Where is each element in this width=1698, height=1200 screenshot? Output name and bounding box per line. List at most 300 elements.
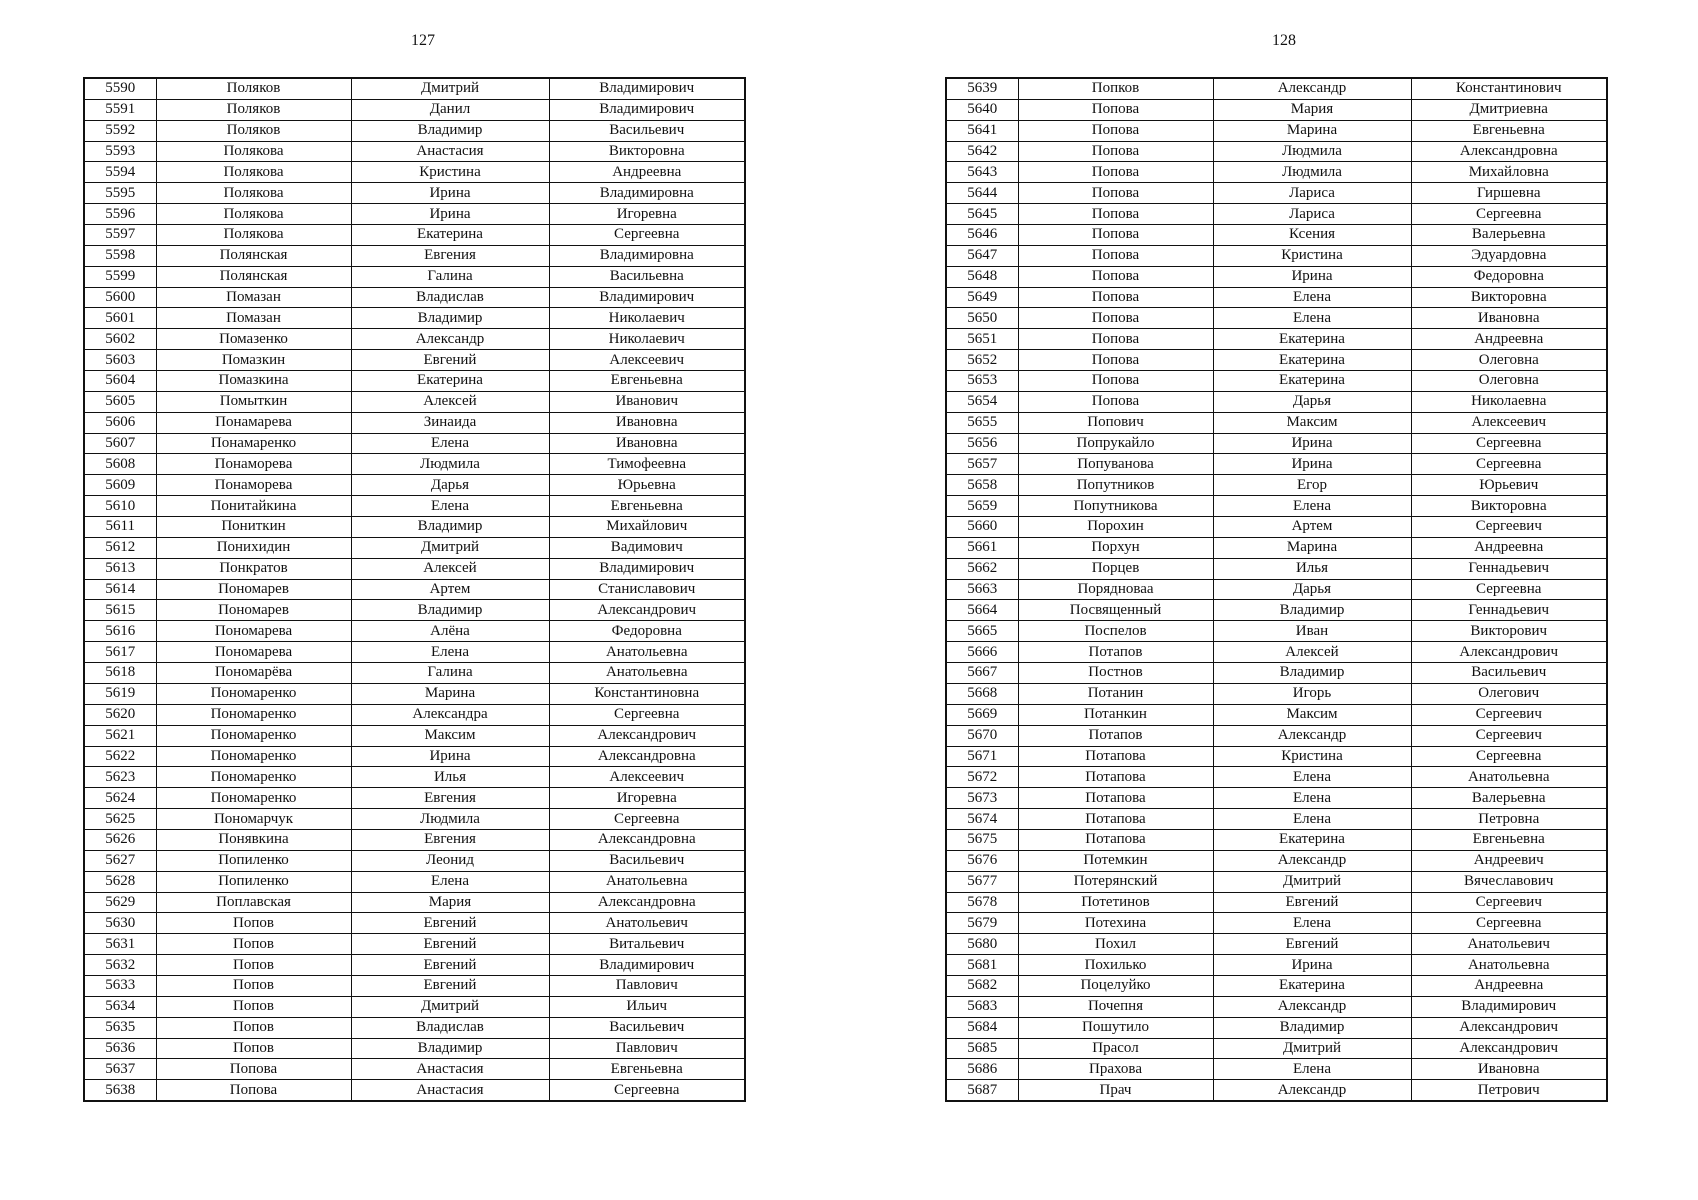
record-number-cell: 5612 [84,537,156,558]
patronymic-cell: Евгеньевна [549,496,745,517]
first-name-cell: Екатерина [351,225,549,246]
surname-cell: Пономарчук [156,809,351,830]
first-name-cell: Илья [1213,558,1411,579]
table-row [84,1017,745,1038]
first-name-cell: Владимир [351,600,549,621]
record-number-cell: 5613 [84,558,156,579]
table-row [946,996,1607,1017]
surname-cell: Попиленко [156,871,351,892]
table-row [84,975,745,996]
patronymic-cell: Геннадьевич [1411,558,1607,579]
patronymic-cell: Олегович [1411,683,1607,704]
patronymic-cell: Сергеевна [549,704,745,725]
first-name-cell: Галина [351,266,549,287]
table-row [84,245,745,266]
surname-cell: Поляков [156,78,351,99]
patronymic-cell: Евгеньевна [549,371,745,392]
table-row [84,704,745,725]
patronymic-cell: Игоревна [549,788,745,809]
table-row [946,683,1607,704]
first-name-cell: Игорь [1213,683,1411,704]
surname-cell: Прач [1018,1080,1213,1101]
first-name-cell: Марина [351,683,549,704]
patronymic-cell: Федоровна [1411,266,1607,287]
surname-cell: Попова [1018,287,1213,308]
first-name-cell: Владимир [351,1038,549,1059]
table-row [84,454,745,475]
patronymic-cell: Владимирович [1411,996,1607,1017]
surname-cell: Полякова [156,183,351,204]
surname-cell: Пономаренко [156,683,351,704]
first-name-cell: Артем [1213,517,1411,538]
patronymic-cell: Васильевич [1411,663,1607,684]
first-name-cell: Елена [1213,1059,1411,1080]
surname-cell: Попов [156,955,351,976]
first-name-cell: Людмила [1213,141,1411,162]
record-number-cell: 5606 [84,412,156,433]
first-name-cell: Марина [1213,537,1411,558]
first-name-cell: Алексей [351,391,549,412]
record-number-cell: 5598 [84,245,156,266]
surname-cell: Порцев [1018,558,1213,579]
table-row [946,162,1607,183]
patronymic-cell: Александрович [1411,642,1607,663]
patronymic-cell: Анатольевич [549,913,745,934]
first-name-cell: Александр [1213,725,1411,746]
surname-cell: Поцелуйко [1018,975,1213,996]
record-number-cell: 5650 [946,308,1018,329]
first-name-cell: Елена [1213,767,1411,788]
first-name-cell: Елена [1213,809,1411,830]
record-number-cell: 5592 [84,120,156,141]
first-name-cell: Александра [351,704,549,725]
record-number-cell: 5644 [946,183,1018,204]
roster-table-left [83,77,746,1102]
surname-cell: Порхун [1018,537,1213,558]
patronymic-cell: Владимировна [549,245,745,266]
table-row [946,204,1607,225]
surname-cell: Попутникова [1018,496,1213,517]
record-number-cell: 5620 [84,704,156,725]
first-name-cell: Лариса [1213,183,1411,204]
first-name-cell: Евгений [1213,892,1411,913]
table-row [946,975,1607,996]
first-name-cell: Евгения [351,829,549,850]
patronymic-cell: Вадимович [549,537,745,558]
patronymic-cell: Дмитриевна [1411,99,1607,120]
record-number-cell: 5628 [84,871,156,892]
table-row [946,809,1607,830]
first-name-cell: Иван [1213,621,1411,642]
patronymic-cell: Сергеевич [1411,704,1607,725]
first-name-cell: Александр [351,329,549,350]
surname-cell: Понаморева [156,475,351,496]
surname-cell: Похил [1018,934,1213,955]
first-name-cell: Владимир [1213,600,1411,621]
patronymic-cell: Васильевич [549,850,745,871]
surname-cell: Попович [1018,412,1213,433]
record-number-cell: 5674 [946,809,1018,830]
record-number-cell: 5668 [946,683,1018,704]
first-name-cell: Алёна [351,621,549,642]
patronymic-cell: Владимирович [549,955,745,976]
patronymic-cell: Сергеевна [1411,454,1607,475]
surname-cell: Потапова [1018,788,1213,809]
patronymic-cell: Олеговна [1411,350,1607,371]
table-row [946,850,1607,871]
patronymic-cell: Викторовна [1411,496,1607,517]
table-row [946,475,1607,496]
patronymic-cell: Александровна [549,892,745,913]
patronymic-cell: Викторович [1411,621,1607,642]
first-name-cell: Ирина [1213,266,1411,287]
table-row [84,78,745,99]
surname-cell: Потапова [1018,809,1213,830]
record-number-cell: 5630 [84,913,156,934]
table-row [946,496,1607,517]
first-name-cell: Ксения [1213,225,1411,246]
patronymic-cell: Олеговна [1411,371,1607,392]
surname-cell: Помыткин [156,391,351,412]
patronymic-cell: Константинович [1411,78,1607,99]
table-row [946,433,1607,454]
surname-cell: Пошутило [1018,1017,1213,1038]
first-name-cell: Ирина [351,204,549,225]
surname-cell: Потапова [1018,829,1213,850]
table-row [84,621,745,642]
first-name-cell: Людмила [351,454,549,475]
patronymic-cell: Сергеевна [549,225,745,246]
record-number-cell: 5686 [946,1059,1018,1080]
record-number-cell: 5619 [84,683,156,704]
patronymic-cell: Сергеевна [1411,746,1607,767]
surname-cell: Пономаренко [156,767,351,788]
surname-cell: Полякова [156,141,351,162]
record-number-cell: 5683 [946,996,1018,1017]
surname-cell: Попова [1018,204,1213,225]
table-row [84,892,745,913]
surname-cell: Попова [1018,225,1213,246]
table-row [946,266,1607,287]
surname-cell: Пономаренко [156,746,351,767]
patronymic-cell: Петрович [1411,1080,1607,1101]
surname-cell: Пономарев [156,600,351,621]
first-name-cell: Владимир [1213,663,1411,684]
record-number-cell: 5629 [84,892,156,913]
patronymic-cell: Сергеевич [1411,725,1607,746]
table-row [946,99,1607,120]
patronymic-cell: Михайлович [549,517,745,538]
first-name-cell: Марина [1213,120,1411,141]
surname-cell: Помазан [156,287,351,308]
record-number-cell: 5609 [84,475,156,496]
record-number-cell: 5662 [946,558,1018,579]
record-number-cell: 5603 [84,350,156,371]
patronymic-cell: Александрович [549,725,745,746]
surname-cell: Поплавская [156,892,351,913]
first-name-cell: Александр [1213,850,1411,871]
patronymic-cell: Сергеевич [1411,892,1607,913]
table-row [84,746,745,767]
patronymic-cell: Константиновна [549,683,745,704]
patronymic-cell: Юрьевна [549,475,745,496]
table-row [946,412,1607,433]
surname-cell: Попова [156,1059,351,1080]
table-row [946,934,1607,955]
patronymic-cell: Анатольевна [1411,767,1607,788]
surname-cell: Попов [156,934,351,955]
patronymic-cell: Андреевна [1411,329,1607,350]
record-number-cell: 5639 [946,78,1018,99]
surname-cell: Понкратов [156,558,351,579]
table-row [84,537,745,558]
patronymic-cell: Алексеевич [1411,412,1607,433]
record-number-cell: 5640 [946,99,1018,120]
table-row [84,204,745,225]
record-number-cell: 5663 [946,579,1018,600]
surname-cell: Попов [156,1017,351,1038]
record-number-cell: 5602 [84,329,156,350]
patronymic-cell: Ивановна [549,412,745,433]
patronymic-cell: Анатольевич [1411,934,1607,955]
table-row [84,266,745,287]
surname-cell: Попова [1018,391,1213,412]
first-name-cell: Максим [1213,704,1411,725]
table-row [946,913,1607,934]
patronymic-cell: Анатольевна [549,871,745,892]
table-row [946,788,1607,809]
surname-cell: Поляков [156,99,351,120]
surname-cell: Пономарев [156,579,351,600]
surname-cell: Попова [1018,329,1213,350]
patronymic-cell: Эдуардовна [1411,245,1607,266]
patronymic-cell: Евгеньевна [549,1059,745,1080]
table-row [84,996,745,1017]
first-name-cell: Людмила [1213,162,1411,183]
table-row [84,600,745,621]
surname-cell: Помазенко [156,329,351,350]
record-number-cell: 5682 [946,975,1018,996]
patronymic-cell: Анатольевна [1411,955,1607,976]
first-name-cell: Александр [1213,78,1411,99]
record-number-cell: 5595 [84,183,156,204]
patronymic-cell: Андреевич [1411,850,1607,871]
record-number-cell: 5614 [84,579,156,600]
first-name-cell: Евгений [351,913,549,934]
table-row [84,1038,745,1059]
record-number-cell: 5622 [84,746,156,767]
record-number-cell: 5658 [946,475,1018,496]
table-row [84,955,745,976]
surname-cell: Попов [156,1038,351,1059]
record-number-cell: 5659 [946,496,1018,517]
record-number-cell: 5621 [84,725,156,746]
record-number-cell: 5600 [84,287,156,308]
record-number-cell: 5610 [84,496,156,517]
first-name-cell: Анастасия [351,141,549,162]
first-name-cell: Евгений [351,955,549,976]
table-row [946,391,1607,412]
record-number-cell: 5676 [946,850,1018,871]
table-row [946,725,1607,746]
first-name-cell: Екатерина [351,371,549,392]
surname-cell: Порядноваа [1018,579,1213,600]
first-name-cell: Екатерина [1213,975,1411,996]
record-number-cell: 5685 [946,1038,1018,1059]
patronymic-cell: Сергеевна [549,1080,745,1101]
record-number-cell: 5648 [946,266,1018,287]
first-name-cell: Евгений [351,934,549,955]
table-row [946,621,1607,642]
patronymic-cell: Игоревна [549,204,745,225]
record-number-cell: 5687 [946,1080,1018,1101]
table-row [946,517,1607,538]
record-number-cell: 5671 [946,746,1018,767]
patronymic-cell: Анатольевна [549,642,745,663]
table-row [946,371,1607,392]
surname-cell: Полянская [156,266,351,287]
table-row [84,350,745,371]
table-row [84,683,745,704]
first-name-cell: Алексей [1213,642,1411,663]
surname-cell: Попов [156,913,351,934]
record-number-cell: 5657 [946,454,1018,475]
record-number-cell: 5680 [946,934,1018,955]
record-number-cell: 5627 [84,850,156,871]
surname-cell: Полякова [156,162,351,183]
table-row [946,1017,1607,1038]
record-number-cell: 5631 [84,934,156,955]
surname-cell: Помазкин [156,350,351,371]
table-row [946,78,1607,99]
surname-cell: Попова [1018,266,1213,287]
surname-cell: Попов [156,996,351,1017]
first-name-cell: Ирина [1213,955,1411,976]
surname-cell: Помазкина [156,371,351,392]
patronymic-cell: Александрович [1411,1038,1607,1059]
record-number-cell: 5616 [84,621,156,642]
record-number-cell: 5637 [84,1059,156,1080]
surname-cell: Понамаренко [156,433,351,454]
table-row [84,225,745,246]
table-row [84,329,745,350]
patronymic-cell: Андреевна [1411,537,1607,558]
table-row [946,1080,1607,1101]
patronymic-cell: Евгеньевна [1411,120,1607,141]
surname-cell: Потапов [1018,725,1213,746]
table-row [84,141,745,162]
surname-cell: Почепня [1018,996,1213,1017]
table-row [84,871,745,892]
patronymic-cell: Федоровна [549,621,745,642]
patronymic-cell: Алексеевич [549,350,745,371]
record-number-cell: 5607 [84,433,156,454]
record-number-cell: 5634 [84,996,156,1017]
patronymic-cell: Сергеевна [1411,204,1607,225]
record-number-cell: 5633 [84,975,156,996]
patronymic-cell: Алексеевич [549,767,745,788]
surname-cell: Попова [1018,99,1213,120]
patronymic-cell: Васильевич [549,1017,745,1038]
first-name-cell: Евгений [351,350,549,371]
patronymic-cell: Валерьевна [1411,225,1607,246]
record-number-cell: 5660 [946,517,1018,538]
surname-cell: Поспелов [1018,621,1213,642]
table-row [84,725,745,746]
record-number-cell: 5596 [84,204,156,225]
table-row [84,1059,745,1080]
patronymic-cell: Александрович [1411,1017,1607,1038]
patronymic-cell: Михайловна [1411,162,1607,183]
patronymic-cell: Сергеевна [549,809,745,830]
table-row [84,767,745,788]
first-name-cell: Леонид [351,850,549,871]
first-name-cell: Евгения [351,245,549,266]
surname-cell: Посвященный [1018,600,1213,621]
patronymic-cell: Ильич [549,996,745,1017]
table-row [946,558,1607,579]
table-row [946,767,1607,788]
patronymic-cell: Александровна [549,829,745,850]
surname-cell: Попова [1018,350,1213,371]
surname-cell: Попова [1018,371,1213,392]
surname-cell: Потанкин [1018,704,1213,725]
table-row [84,391,745,412]
first-name-cell: Дмитрий [351,996,549,1017]
first-name-cell: Владислав [351,287,549,308]
table-row [946,454,1607,475]
surname-cell: Постнов [1018,663,1213,684]
table-row [84,162,745,183]
surname-cell: Полянская [156,245,351,266]
patronymic-cell: Станиславович [549,579,745,600]
record-number-cell: 5625 [84,809,156,830]
table-row [946,350,1607,371]
first-name-cell: Людмила [351,809,549,830]
record-number-cell: 5675 [946,829,1018,850]
record-number-cell: 5643 [946,162,1018,183]
first-name-cell: Дарья [1213,579,1411,600]
first-name-cell: Александр [1213,1080,1411,1101]
patronymic-cell: Петровна [1411,809,1607,830]
first-name-cell: Дарья [1213,391,1411,412]
record-number-cell: 5654 [946,391,1018,412]
table-row [84,642,745,663]
page-number-right: 128 [1272,32,1296,49]
record-number-cell: 5626 [84,829,156,850]
first-name-cell: Кристина [1213,245,1411,266]
table-row [84,1080,745,1101]
table-row [84,558,745,579]
surname-cell: Попова [1018,141,1213,162]
record-number-cell: 5642 [946,141,1018,162]
first-name-cell: Елена [1213,308,1411,329]
table-row [84,287,745,308]
table-row [946,892,1607,913]
first-name-cell: Елена [1213,788,1411,809]
record-number-cell: 5638 [84,1080,156,1101]
record-number-cell: 5623 [84,767,156,788]
patronymic-cell: Сергеевич [1411,517,1607,538]
first-name-cell: Владимир [351,517,549,538]
patronymic-cell: Николаевич [549,308,745,329]
first-name-cell: Ирина [1213,433,1411,454]
first-name-cell: Ирина [1213,454,1411,475]
table-row [946,871,1607,892]
record-number-cell: 5670 [946,725,1018,746]
surname-cell: Потерянский [1018,871,1213,892]
record-number-cell: 5608 [84,454,156,475]
